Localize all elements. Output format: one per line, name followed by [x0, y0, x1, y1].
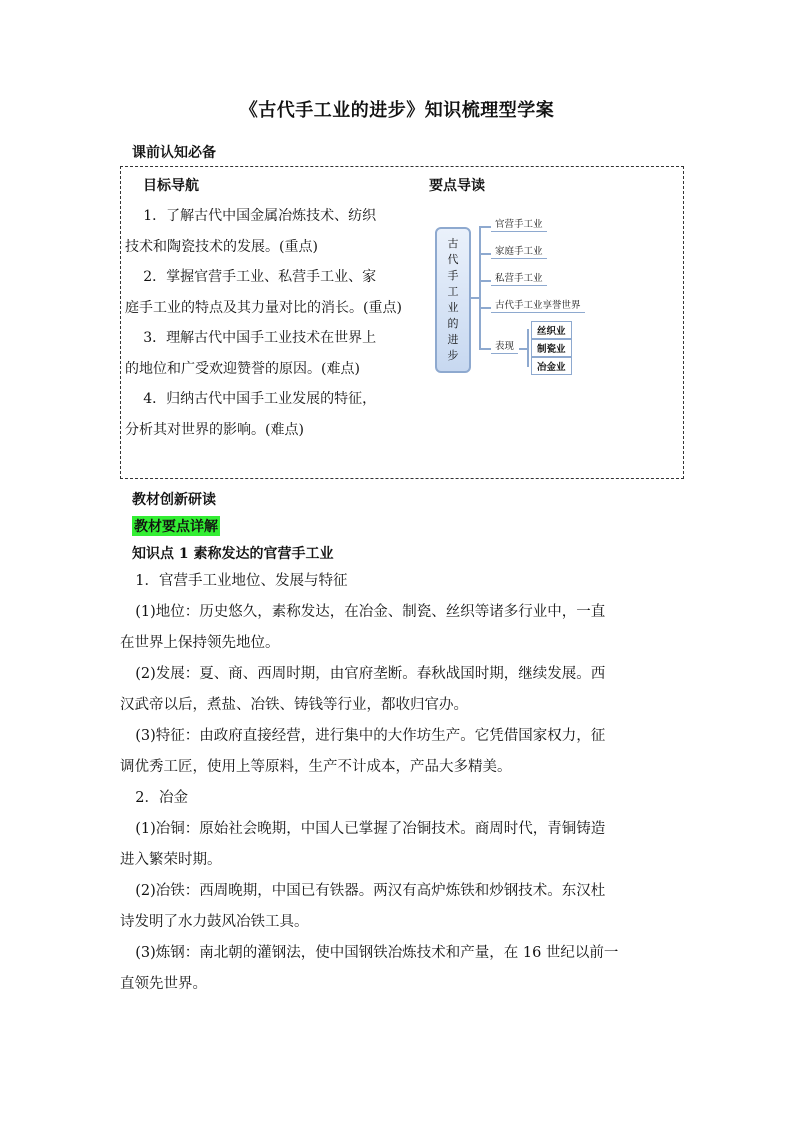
root-char: 步: [447, 349, 459, 362]
goal-3-line-2: 的地位和广受欢迎赞誉的原因。(难点): [125, 360, 360, 377]
goal-3-line-1: 3．理解古代中国手工业技术在世界上: [143, 330, 377, 346]
diagram-connector: [479, 348, 491, 350]
goals-list: [125, 201, 405, 445]
diagram-connector: [479, 226, 481, 348]
root-char: 的: [447, 317, 459, 330]
goal-4-line-2: 分析其对世界的影响。(难点): [125, 421, 304, 438]
body-line: 直领先世界。: [120, 976, 207, 992]
branch-world-renown: 古代手工业享誉世界: [491, 296, 585, 313]
branch-manifestation: 表现: [491, 337, 518, 354]
key-points-diagram: [431, 211, 611, 381]
body-line: (2)冶铁：西周晚期，中国已有铁器。两汉有高炉炼铁和炒钢技术。东汉杜: [135, 883, 606, 899]
body-line: 诗发明了水力鼓风冶铁工具。: [120, 914, 309, 930]
diagram-connector: [471, 297, 479, 299]
body-line: (3)炼钢：南北朝的灌钢法，使中国钢铁冶炼技术和产量，在 16 世纪以前一: [135, 945, 619, 961]
goal-2-line-2: 庭手工业的特点及其力量对比的消长。(重点): [125, 299, 402, 316]
body-line: 2．冶金: [135, 790, 188, 806]
leaf-metallurgy: 冶金业: [531, 357, 572, 375]
goal-1-line-2: 技术和陶瓷技术的发展。(重点): [125, 238, 318, 255]
root-char: 业: [447, 301, 459, 314]
highlight-heading: 教材要点详解: [132, 516, 220, 536]
goal-1-line-1: 1．了解古代中国金属冶炼技术、纺织: [143, 208, 377, 224]
diagram-connector: [479, 307, 491, 309]
body-line: 在世界上保持领先地位。: [120, 635, 280, 651]
goal-2-line-1: 2．掌握官营手工业、私营手工业、家: [143, 269, 377, 285]
diagram-connector: [519, 348, 527, 350]
body-line: 进入繁荣时期。: [120, 852, 222, 868]
diagram-connector: [479, 253, 491, 255]
page-title: 《古代手工业的进步》知识梳理型学案: [239, 100, 555, 121]
section-heading-textbook: 教材创新研读: [132, 492, 216, 508]
key-points-heading: 要点导读: [429, 178, 485, 194]
diagram-connector: [479, 280, 491, 282]
body-line: (1)冶铜：原始社会晚期，中国人已掌握了冶铜技术。商周时代，青铜铸造: [135, 821, 606, 837]
diagram-connector: [479, 226, 491, 228]
leaf-silk: 丝织业: [531, 321, 572, 339]
root-char: 进: [447, 333, 459, 346]
goal-4-line-1: 4．归纳古代中国手工业发展的特征，: [143, 391, 377, 407]
diagram-connector: [527, 329, 529, 367]
body-line: 1．官营手工业地位、发展与特征: [135, 573, 348, 589]
body-line: 调优秀工匠，使用上等原料，生产不计成本，产品大多精美。: [120, 759, 512, 775]
section-heading-preview: 课前认知必备: [132, 145, 216, 161]
body-line: (1)地位：历史悠久，素称发达，在冶金、制瓷、丝织等诸多行业中，一直: [135, 604, 606, 620]
root-char: 手: [447, 269, 459, 282]
goals-heading: 目标导航: [143, 178, 199, 194]
branch-private: 私营手工业: [491, 269, 547, 286]
body-text: [120, 566, 676, 1000]
branch-official: 官营手工业: [491, 215, 547, 232]
body-line: (2)发展：夏、商、西周时期，由官府垄断。春秋战国时期，继续发展。西: [135, 666, 606, 682]
leaf-porcelain: 制瓷业: [531, 339, 572, 357]
overview-box: [120, 166, 684, 479]
knowledge-point-title: 知识点 1 素称发达的官营手工业: [132, 546, 334, 562]
body-line: (3)特征：由政府直接经营，进行集中的大作坊生产。它凭借国家权力，征: [135, 728, 606, 744]
branch-household: 家庭手工业: [491, 242, 547, 259]
root-char: 工: [447, 285, 459, 298]
root-char: 古: [447, 237, 459, 250]
root-char: 代: [447, 253, 459, 266]
diagram-root: [435, 227, 471, 373]
body-line: 汉武帝以后，煮盐、冶铁、铸钱等行业，都收归官办。: [120, 697, 468, 713]
